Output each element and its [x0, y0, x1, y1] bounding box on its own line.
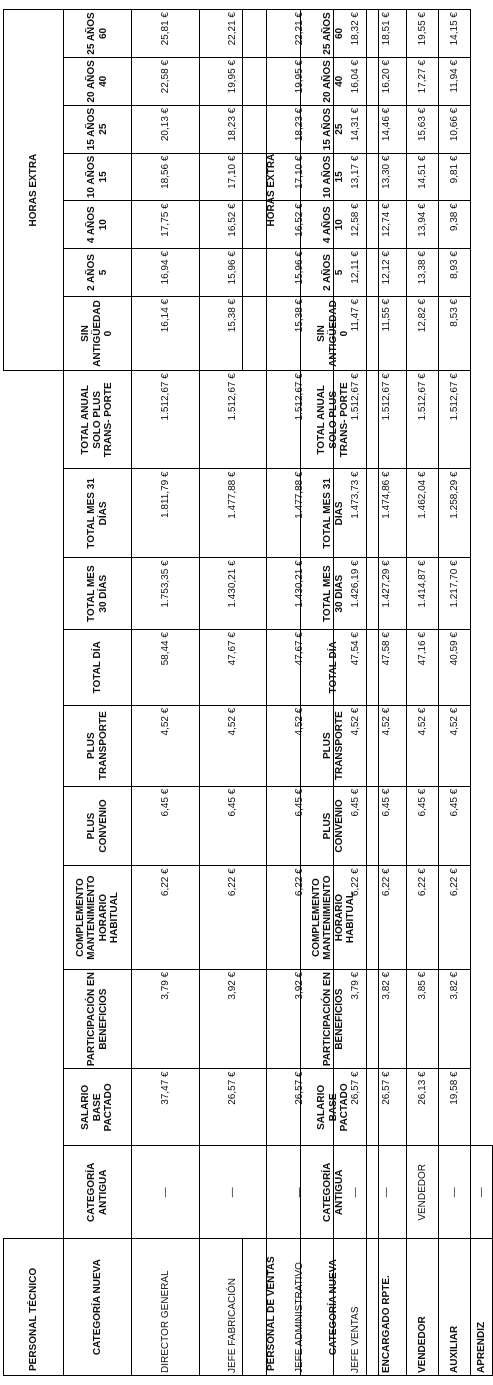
cell-plus-transporte: 4,52 € [267, 705, 334, 786]
cell-total-mes-31: 1.473,73 € [334, 469, 379, 558]
cell-participacion: 3,82 € [439, 969, 471, 1069]
header-anos-60: 25 AÑOS 60 [64, 10, 132, 58]
cell-h5: 15,96 € [267, 249, 334, 297]
cell-complemento: 6,22 € [367, 866, 407, 970]
cell-h0: 15,38 € [267, 296, 334, 370]
cell-h10: 16,52 € [267, 201, 334, 249]
cell-categoria-nueva: AUXILIAR [439, 1239, 471, 1376]
header-sin-antiguedad: SIN ANTIGÜEDAD 0 [301, 296, 367, 370]
cell-categoria-antigua: — [200, 1146, 267, 1239]
header-total-mes-31: TOTAL MES 31 DÍAS [301, 469, 367, 558]
cell-plus-convenio: 6,45 € [407, 786, 439, 866]
cell-h25: 14,46 € [367, 105, 407, 153]
cell-total-anual: 1.512,67 € [407, 371, 439, 469]
cell-h25: 14,31 € [334, 105, 379, 153]
header-total-mes-30: TOTAL MES 30 DÍAS [64, 558, 132, 630]
cell-h40: 17,27 € [407, 57, 439, 105]
cell-salario: 26,13 € [407, 1069, 439, 1146]
cell-categoria-antigua: — [439, 1146, 471, 1239]
cell-participacion: 3,79 € [132, 969, 200, 1069]
cell-total-dia: 47,67 € [200, 630, 267, 706]
table-row [439, 10, 471, 1376]
cell-salario: 26,57 € [367, 1069, 407, 1146]
header-salario-base: SALARIO BASE PACTADO [301, 1069, 367, 1146]
header-salario-base: SALARIO BASE PACTADO [64, 1069, 132, 1146]
cell-h15: 13,17 € [334, 153, 379, 201]
cell-h25: 18,23 € [267, 105, 334, 153]
personal-ventas-table [242, 9, 493, 1376]
cell-h15: 13,30 € [367, 153, 407, 201]
cell-h15: 18,56 € [132, 153, 200, 201]
header-anos-5: 2 AÑOS 5 [64, 249, 132, 297]
cell-total-mes-31: 1.258,29 € [439, 469, 471, 558]
cell-h10: 12,74 € [367, 201, 407, 249]
cell-h10: 9,38 € [439, 201, 471, 249]
cell-total-dia: 47,54 € [334, 630, 379, 706]
cell-h5: 12,11 € [334, 249, 379, 297]
cell-h10: 13,94 € [407, 201, 439, 249]
header-total-anual: TOTAL ANUAL SOLO PLUS TRANS- PORTE [301, 371, 367, 469]
cell-h5: 15,96 € [200, 249, 267, 297]
header-plus-convenio: PLUS CONVENIO [301, 786, 367, 866]
cell-h60: 22,21 € [267, 10, 334, 58]
cell-total-mes-30: 1.753,35 € [132, 558, 200, 630]
cell-categoria-nueva: ENCARGADO RPTE. [367, 1239, 407, 1376]
table-row [367, 10, 407, 1376]
table-row [132, 10, 200, 1376]
header-complemento: COMPLEMENTO MANTENIMIENTO HORARIO HABITUAL [301, 866, 367, 970]
cell-h0: 16,14 € [132, 296, 200, 370]
cell-complemento: 6,22 € [267, 866, 334, 970]
header-total-anual: TOTAL ANUAL SOLO PLUS TRANS- PORTE [64, 371, 132, 469]
header-total-mes-30: TOTAL MES 30 DÍAS [301, 558, 367, 630]
cell-h40: 22,58 € [132, 57, 200, 105]
cell-h60: 22,21 € [200, 10, 267, 58]
cell-h5: 8,93 € [439, 249, 471, 297]
header-total-mes-31: TOTAL MES 31 DÍAS [64, 469, 132, 558]
cell-h0: 11,47 € [334, 296, 379, 370]
cell-h0: 8,53 € [439, 296, 471, 370]
cell-total-anual: 1.512,67 € [334, 371, 379, 469]
header-anos-25: 15 AÑOS 25 [64, 105, 132, 153]
cell-h10: 12,58 € [334, 201, 379, 249]
cell-complemento: 6,22 € [439, 866, 471, 970]
cell-salario: 26,57 € [200, 1069, 267, 1146]
cell-categoria-antigua: — [367, 1146, 407, 1239]
cell-categoria-antigua: — [471, 1146, 493, 1239]
cell-total-mes-31: 1.462,04 € [407, 469, 439, 558]
header-total-dia: TOTAL DÍA [64, 630, 132, 706]
cell-h0: 15,38 € [200, 296, 267, 370]
cell-plus-convenio: 6,45 € [267, 786, 334, 866]
cell-h60: 18,51 € [367, 10, 407, 58]
cell-categoria-nueva: JEFE VENTAS [334, 1239, 379, 1376]
cell-salario: 37,47 € [132, 1069, 200, 1146]
header-anos-40: 20 AÑOS 40 [64, 57, 132, 105]
cell-plus-transporte: 4,52 € [132, 705, 200, 786]
header-participacion: PARTICIPACIÓN EN BENEFICIOS [64, 969, 132, 1069]
header-anos-10: 4 AÑOS 10 [64, 201, 132, 249]
header-anos-15: 10 AÑOS 15 [64, 153, 132, 201]
cell-salario: 19,58 € [439, 1069, 471, 1146]
cell-h40: 19,95 € [200, 57, 267, 105]
cell-h40: 19,95 € [267, 57, 334, 105]
cell-h60: 18,32 € [334, 10, 379, 58]
cell-plus-convenio: 6,45 € [132, 786, 200, 866]
header-plus-transporte: PLUS TRANSPORTE [64, 705, 132, 786]
cell-h15: 17,10 € [267, 153, 334, 201]
cell-total-dia: 58,44 € [132, 630, 200, 706]
cell-total-anual: 1.512,67 € [132, 371, 200, 469]
cell-participacion: 3,82 € [367, 969, 407, 1069]
cell-complemento: 6,22 € [407, 866, 439, 970]
cell-total-dia: 47,16 € [407, 630, 439, 706]
header-categoria-nueva: CATEGORÍA NUEVA [301, 1239, 367, 1376]
cell-plus-convenio: 6,45 € [200, 786, 267, 866]
header-complemento: COMPLEMENTO MANTENIMIENTO HORARIO HABITUAL [64, 866, 132, 970]
cell-h0: 12,82 € [407, 296, 439, 370]
header-categoria-nueva: CATEGORÍA NUEVA [64, 1239, 132, 1376]
cell-h40: 16,04 € [334, 57, 379, 105]
cell-total-anual: 1.512,67 € [439, 371, 471, 469]
cell-h10: 17,75 € [132, 201, 200, 249]
cell-h25: 20,13 € [132, 105, 200, 153]
header-total-dia: TOTAL DÍA [301, 630, 367, 706]
header-sin-antiguedad: SIN ANTIGÜEDAD 0 [64, 296, 132, 370]
header-participacion: PARTICIPACIÓN EN BENEFICIOS [301, 969, 367, 1069]
cell-total-mes-30: 1.430,21 € [200, 558, 267, 630]
header-anos-15: 10 AÑOS 15 [301, 153, 367, 201]
cell-h5: 16,94 € [132, 249, 200, 297]
cell-h60: 25,81 € [132, 10, 200, 58]
cell-h10: 16,52 € [200, 201, 267, 249]
cell-h15: 9,81 € [439, 153, 471, 201]
cell-total-dia: 47,67 € [267, 630, 334, 706]
cell-total-mes-30: 1.414,87 € [407, 558, 439, 630]
cell-h5: 12,12 € [367, 249, 407, 297]
cell-categoria-antigua: VENDEDOR [407, 1146, 439, 1239]
cell-plus-transporte: 4,52 € [334, 705, 379, 786]
cell-complemento: 6,22 € [200, 866, 267, 970]
cell-h40: 11,94 € [439, 57, 471, 105]
cell-h0: 11,55 € [367, 296, 407, 370]
cell-h25: 15,63 € [407, 105, 439, 153]
cell-total-anual: 1.512,67 € [200, 371, 267, 469]
header-anos-60: 25 AÑOS 60 [301, 10, 367, 58]
header-plus-transporte: PLUS TRANSPORTE [301, 705, 367, 786]
cell-plus-convenio: 6,45 € [439, 786, 471, 866]
cell-salario: 26,57 € [334, 1069, 379, 1146]
cell-h25: 10,66 € [439, 105, 471, 153]
cell-plus-transporte: 4,52 € [367, 705, 407, 786]
cell-total-mes-31: 1.811,79 € [132, 469, 200, 558]
cell-h60: 19,55 € [407, 10, 439, 58]
empty-cells [471, 10, 493, 1146]
cell-h40: 16,20 € [367, 57, 407, 105]
cell-h5: 13,38 € [407, 249, 439, 297]
table-row [471, 10, 493, 1376]
header-categoria-antigua: CATEGORÍA ANTIGUA [64, 1146, 132, 1239]
cell-plus-transporte: 4,52 € [200, 705, 267, 786]
cell-categoria-antigua: — [334, 1146, 379, 1239]
cell-total-mes-30: 1.427,29 € [367, 558, 407, 630]
cell-categoria-nueva: VENDEDOR [407, 1239, 439, 1376]
cell-total-dia: 40,59 € [439, 630, 471, 706]
cell-participacion: 3,92 € [200, 969, 267, 1069]
group-label: PERSONAL TÉCNICO [4, 1239, 64, 1376]
cell-total-mes-30: 1.217,70 € [439, 558, 471, 630]
cell-participacion: 3,79 € [334, 969, 379, 1069]
cell-total-mes-31: 1.474,86 € [367, 469, 407, 558]
cell-h15: 14,51 € [407, 153, 439, 201]
cell-h60: 14,15 € [439, 10, 471, 58]
table-row [407, 10, 439, 1376]
cell-plus-convenio: 6,45 € [367, 786, 407, 866]
header-anos-40: 20 AÑOS 40 [301, 57, 367, 105]
header-anos-10: 4 AÑOS 10 [301, 201, 367, 249]
header-categoria-antigua: CATEGORÍA ANTIGUA [301, 1146, 367, 1239]
cell-categoria-nueva: JEFE ADMINISTRATIVO [267, 1239, 334, 1376]
blank-area [243, 371, 301, 1239]
cell-h25: 18,23 € [200, 105, 267, 153]
cell-complemento: 6,22 € [132, 866, 200, 970]
cell-total-mes-31: 1.477,88 € [267, 469, 334, 558]
cell-plus-transporte: 4,52 € [407, 705, 439, 786]
cell-total-mes-31: 1.477,88 € [200, 469, 267, 558]
header-plus-convenio: PLUS CONVENIO [64, 786, 132, 866]
cell-categoria-nueva: DIRECTOR GENERAL [132, 1239, 200, 1376]
horas-extra-header: HORAS EXTRA [243, 10, 301, 371]
cell-participacion: 3,85 € [407, 969, 439, 1069]
cell-total-mes-30: 1.426,19 € [334, 558, 379, 630]
cell-total-mes-30: 1.430,21 € [267, 558, 334, 630]
cell-total-dia: 47,58 € [367, 630, 407, 706]
cell-categoria-antigua: — [267, 1146, 334, 1239]
horas-extra-header: HORAS EXTRA [4, 10, 64, 371]
cell-plus-transporte: 4,52 € [439, 705, 471, 786]
cell-categoria-nueva: JEFE FABRICACIÓN [200, 1239, 267, 1376]
cell-salario: 26,57 € [267, 1069, 334, 1146]
header-anos-5: 2 AÑOS 5 [301, 249, 367, 297]
cell-categoria-antigua: — [132, 1146, 200, 1239]
group-label: PERSONAL DE VENTAS [243, 1239, 301, 1376]
cell-plus-convenio: 6,45 € [334, 786, 379, 866]
cell-participacion: 3,92 € [267, 969, 334, 1069]
cell-h15: 17,10 € [200, 153, 267, 201]
cell-complemento: 6,22 € [334, 866, 379, 970]
cell-categoria-nueva: APRENDIZ [471, 1239, 493, 1376]
cell-total-anual: 1.512,67 € [267, 371, 334, 469]
blank-area [4, 371, 64, 1239]
header-anos-25: 15 AÑOS 25 [301, 105, 367, 153]
cell-total-anual: 1.512,67 € [367, 371, 407, 469]
